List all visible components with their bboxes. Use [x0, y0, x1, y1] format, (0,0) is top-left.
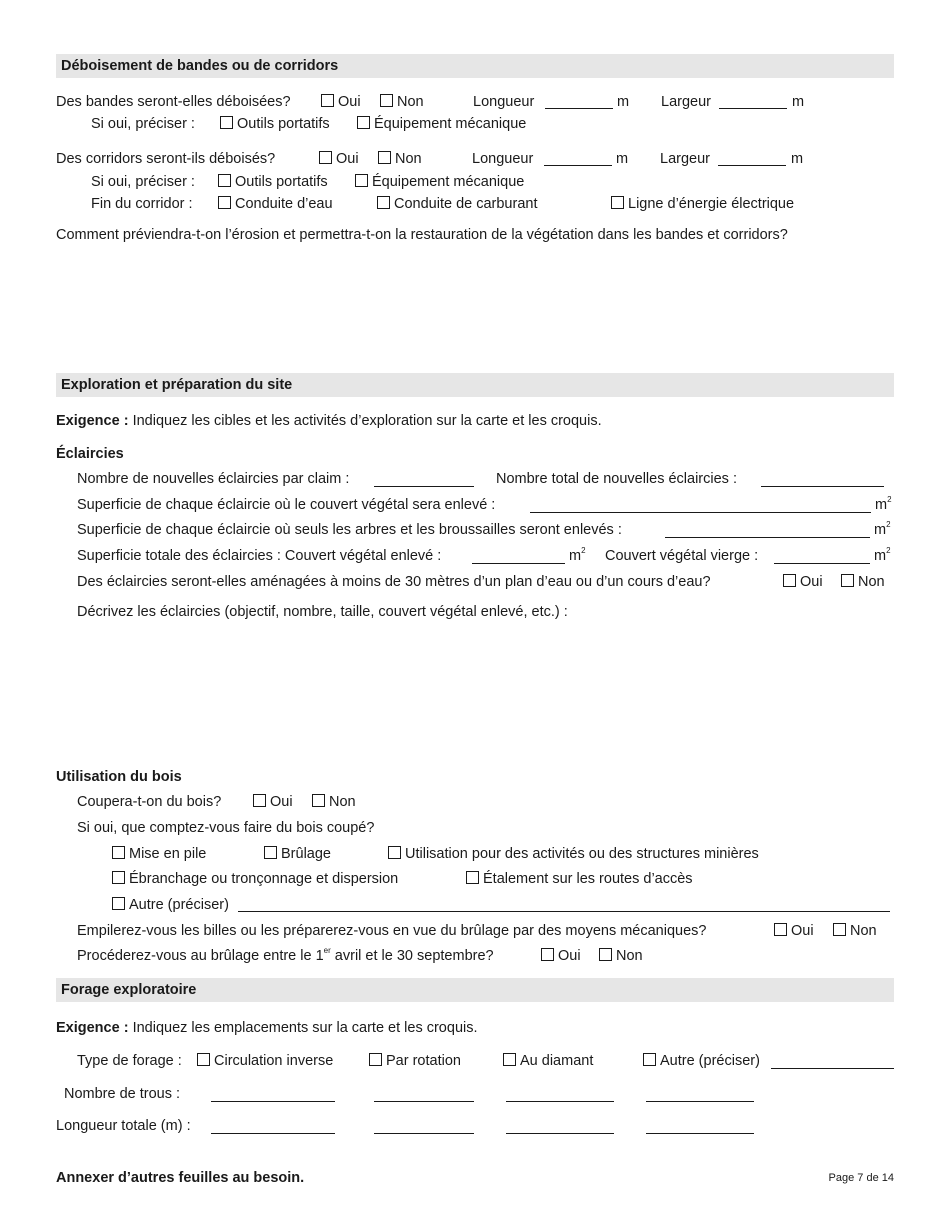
- strips-length-field[interactable]: [545, 108, 613, 109]
- area-veg-removed-field[interactable]: [530, 512, 871, 513]
- unit-m2: $m^2$: [874, 546, 891, 564]
- corridors-width-label: Largeur: [660, 151, 710, 167]
- checkbox[interactable]: [312, 794, 325, 807]
- stack-no-option[interactable]: Non: [833, 923, 877, 939]
- checkbox[interactable]: [643, 1053, 656, 1066]
- checkbox[interactable]: [503, 1053, 516, 1066]
- checkbox[interactable]: [253, 794, 266, 807]
- other-use-option[interactable]: Autre (préciser): [112, 897, 229, 913]
- checkbox[interactable]: [841, 574, 854, 587]
- section-header-drilling: [56, 978, 894, 1002]
- unit-label: m: [617, 94, 630, 110]
- stack-question: Empilerez-vous les billes ou les préparerez-vous en vue du brûlage par des moyens mécaniques?: [77, 923, 707, 939]
- strips-yes-option[interactable]: Oui: [321, 94, 361, 110]
- mining-use-option[interactable]: Utilisation pour des activités ou des structures minières: [388, 846, 759, 862]
- strips-width-field[interactable]: [719, 108, 787, 109]
- unit-label: m: [791, 151, 804, 167]
- total-length-field-3[interactable]: [506, 1133, 614, 1134]
- stack-yes-option[interactable]: Oui: [774, 923, 814, 939]
- use-wood-question: Si oui, que comptez-vous faire du bois coupé?: [77, 820, 375, 836]
- reverse-circ-option[interactable]: Circulation inverse: [197, 1053, 333, 1069]
- describe-clearings-label: Décrivez les éclaircies (objectif, nombre, taille, couvert végétal enlevé, etc.) :: [77, 604, 568, 620]
- erosion-question: Comment préviendra-t-on l’érosion et permettra-t-on la restauration de la végétation dans les bandes et corridors?: [56, 227, 788, 243]
- total-new-label: Nombre total de nouvelles éclaircies :: [496, 471, 737, 487]
- fuel-line-option[interactable]: Conduite de carburant: [377, 196, 538, 212]
- checkbox[interactable]: [197, 1053, 210, 1066]
- cut-wood-yes-option[interactable]: Oui: [253, 794, 293, 810]
- total-area-removed-field[interactable]: [472, 563, 565, 564]
- drill-type-label: Type de forage :: [77, 1053, 182, 1069]
- requirement-line: Exigence : Indiquez les cibles et les activités d’exploration sur la carte et les croquis.: [56, 413, 602, 429]
- checkbox[interactable]: [611, 196, 624, 209]
- water-line-option[interactable]: Conduite d’eau: [218, 196, 333, 212]
- new-per-claim-label: Nombre de nouvelles éclaircies par claim :: [77, 471, 350, 487]
- total-area-label: Superficie totale des éclaircies : Couvert végétal enlevé :: [77, 548, 442, 564]
- erosion-answer-area[interactable]: [56, 250, 894, 360]
- checkbox[interactable]: [355, 174, 368, 187]
- corridors-width-field[interactable]: [718, 165, 786, 166]
- clearings-heading: Éclaircies: [56, 446, 124, 462]
- checkbox[interactable]: [112, 871, 125, 884]
- unit-label: m: [792, 94, 805, 110]
- num-holes-field-4[interactable]: [646, 1101, 754, 1102]
- total-new-field[interactable]: [761, 486, 884, 487]
- wood-heading: Utilisation du bois: [56, 769, 182, 785]
- spread-roads-option[interactable]: Étalement sur les routes d’accès: [466, 871, 693, 887]
- corridors-question: Des corridors seront-ils déboisés?: [56, 151, 276, 167]
- corridors-portable-option[interactable]: Outils portatifs: [218, 174, 328, 190]
- total-length-field-2[interactable]: [374, 1133, 474, 1134]
- unit-label: m: [616, 151, 629, 167]
- checkbox[interactable]: [218, 174, 231, 187]
- area-veg-removed-label: Superficie de chaque éclaircie où le couvert végétal sera enlevé :: [77, 497, 496, 513]
- section-title: Déboisement de bandes ou de corridors: [61, 58, 339, 74]
- rotary-option[interactable]: Par rotation: [369, 1053, 461, 1069]
- num-holes-field-1[interactable]: [211, 1101, 335, 1102]
- corridors-yes-option[interactable]: Oui: [319, 151, 359, 167]
- checkbox[interactable]: [783, 574, 796, 587]
- checkbox[interactable]: [264, 846, 277, 859]
- strips-no-option[interactable]: Non: [380, 94, 424, 110]
- checkbox[interactable]: [112, 897, 125, 910]
- checkbox[interactable]: [774, 923, 787, 936]
- near-water-no-option[interactable]: Non: [841, 574, 885, 590]
- strips-no-checkbox[interactable]: [380, 94, 393, 107]
- checkbox[interactable]: [541, 948, 554, 961]
- section-title: Forage exploratoire: [61, 982, 197, 998]
- strips-width-label: Largeur: [661, 94, 711, 110]
- burn-period-no-option[interactable]: Non: [599, 948, 643, 964]
- section-header-clearing: [56, 54, 894, 78]
- checkbox[interactable]: [378, 151, 391, 164]
- corridors-length-label: Longueur: [472, 151, 534, 167]
- other-use-field[interactable]: [238, 911, 890, 912]
- describe-clearings-area[interactable]: [77, 626, 894, 761]
- power-line-option[interactable]: Ligne d’énergie électrique: [611, 196, 794, 212]
- strips-length-label: Longueur: [473, 94, 535, 110]
- diamond-option[interactable]: Au diamant: [503, 1053, 593, 1069]
- checkbox[interactable]: [357, 116, 370, 129]
- virgin-cover-field[interactable]: [774, 563, 870, 564]
- strips-portable-option[interactable]: Outils portatifs: [220, 116, 330, 132]
- total-length-field-1[interactable]: [211, 1133, 335, 1134]
- checkbox[interactable]: [466, 871, 479, 884]
- area-trees-removed-field[interactable]: [665, 537, 870, 538]
- pile-option[interactable]: Mise en pile: [112, 846, 206, 862]
- burn-period-yes-option[interactable]: Oui: [541, 948, 581, 964]
- num-holes-field-2[interactable]: [374, 1101, 474, 1102]
- virgin-cover-label: Couvert végétal vierge :: [605, 548, 759, 564]
- corridors-mechanical-option[interactable]: Équipement mécanique: [355, 174, 524, 190]
- new-per-claim-field[interactable]: [374, 486, 474, 487]
- burn-option[interactable]: Brûlage: [264, 846, 331, 862]
- unit-m2: $m^2$: [874, 520, 891, 538]
- checkbox[interactable]: [599, 948, 612, 961]
- unit-m2: $m^2$: [875, 495, 892, 513]
- drilling-requirement-line: Exigence : Indiquez les emplacements sur la carte et les croquis.: [56, 1020, 478, 1036]
- total-length-field-4[interactable]: [646, 1133, 754, 1134]
- strips-specify-label: Si oui, préciser :: [91, 116, 195, 132]
- section-title: Exploration et préparation du site: [61, 377, 293, 393]
- page-number: Page 7 de 14: [828, 1172, 894, 1184]
- unit-m2: $m^2$: [569, 546, 586, 564]
- corridors-length-field[interactable]: [544, 165, 612, 166]
- checkbox[interactable]: [220, 116, 233, 129]
- checkbox[interactable]: [112, 846, 125, 859]
- near-water-yes-option[interactable]: Oui: [783, 574, 823, 590]
- limbing-option[interactable]: Ébranchage ou tronçonnage et dispersion: [112, 871, 398, 887]
- checkbox[interactable]: [377, 196, 390, 209]
- section-header-exploration: [56, 373, 894, 397]
- area-trees-removed-label: Superficie de chaque éclaircie où seuls les arbres et les broussailles seront enlevés :: [77, 522, 622, 538]
- near-water-question: Des éclaircies seront-elles aménagées à moins de 30 mètres d’un plan d’eau ou d’un cours d’eau?: [77, 574, 711, 590]
- checkbox[interactable]: [319, 151, 332, 164]
- checkbox[interactable]: [833, 923, 846, 936]
- corridors-no-option[interactable]: Non: [378, 151, 422, 167]
- other-drill-field[interactable]: [771, 1068, 894, 1069]
- num-holes-label: Nombre de trous :: [64, 1086, 181, 1102]
- checkbox[interactable]: [388, 846, 401, 859]
- strips-mechanical-option[interactable]: Équipement mécanique: [357, 116, 526, 132]
- cut-wood-question: Coupera-t-on du bois?: [77, 794, 222, 810]
- strips-yes-checkbox[interactable]: [321, 94, 334, 107]
- num-holes-field-3[interactable]: [506, 1101, 614, 1102]
- strips-question: Des bandes seront-elles déboisées?: [56, 94, 291, 110]
- attach-note: Annexer d’autres feuilles au besoin.: [56, 1170, 305, 1186]
- checkbox[interactable]: [218, 196, 231, 209]
- cut-wood-no-option[interactable]: Non: [312, 794, 356, 810]
- other-drill-option[interactable]: Autre (préciser): [643, 1053, 760, 1069]
- burn-period-question: Procéderez-vous au brûlage entre le 1er avril et le 30 septembre?: [77, 946, 494, 964]
- corridors-specify-label: Si oui, préciser :: [91, 174, 195, 190]
- checkbox[interactable]: [369, 1053, 382, 1066]
- corridor-purpose-label: Fin du corridor :: [91, 196, 193, 212]
- total-length-label: Longueur totale (m) :: [56, 1118, 191, 1134]
